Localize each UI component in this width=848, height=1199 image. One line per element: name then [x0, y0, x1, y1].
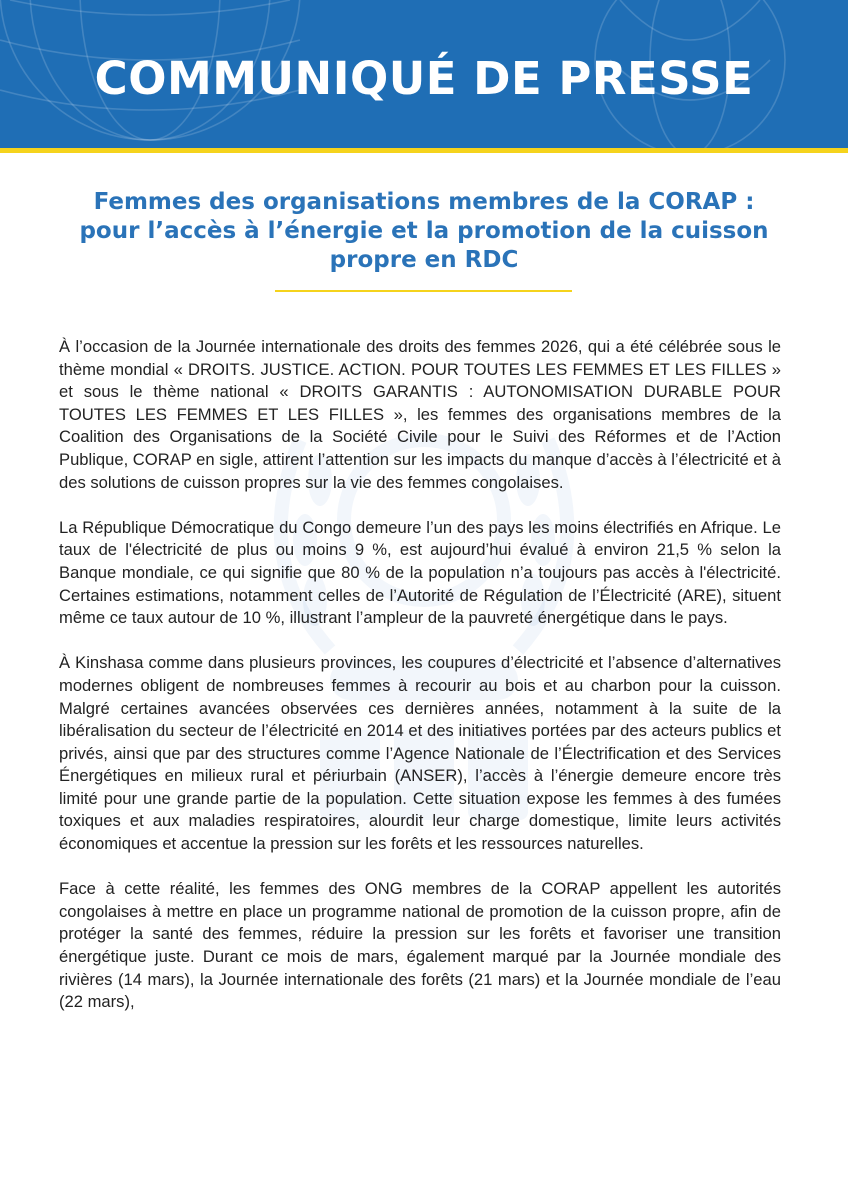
body-text: [59, 336, 781, 1036]
headline-line-3: propre en RDC: [329, 247, 519, 273]
paragraph-appeal: Face à cette réalité, les femmes des ONG membres de la CORAP appellent les autorités congolaises à mettre en place un programme national de promotion de la cuisson propre, afin de protéger la santé des femmes, réduire la pression sur les forêts et favoriser une transition énergétique juste. Durant ce mois de mars, également marqué par la Journée mondiale des rivières (14 mars), la Journée internationale des forêts (21 mars) et la Journée mondiale de l’eau (22 mars),: [59, 879, 781, 1012]
banner-title: COMMUNIQUÉ DE PRESSE: [94, 52, 754, 105]
headline: [40, 188, 808, 275]
headline-divider: [275, 290, 572, 292]
headline-line-2: pour l’accès à l’énergie et la promotion de la cuisson: [79, 218, 769, 244]
headline-line-1: Femmes des organisations membres de la CORAP :: [93, 189, 755, 215]
paragraph-intro: À l’occasion de la Journée internationale des droits des femmes 2026, qui a été célébrée sous le thème mondial « DROITS. JUSTICE. ACTION. POUR TOUTES LES FEMMES ET LES FILLES » et sous le thème national « DROITS GARANTIS : AUTONOMISATION DURABLE POUR TOUTES LES FEMMES ET LES FILLES », les femmes des organisations membres de la Coalition des Organisations de la Société Civile pour le Suivi des Réformes et de l’Action Publique, CORAP en sigle, attirent l’attention sur les impacts du manque d’accès à l’électricité et à des solutions de cuisson propres sur la vie des femmes congolaises.: [59, 337, 781, 492]
paragraph-kinshasa: À Kinshasa comme dans plusieurs provinces, les coupures d’électricité et l’absence d’alternatives modernes obligent de nombreuses femmes à recourir au bois et au charbon pour la cuisson. Malgré certaines avancées observées ces dernières années, notamment à la suite de la libéralisation du secteur de l’électricité en 2014 et des initiatives portées par des acteurs publics et privés, ainsi que par des structures comme l’Agence Nationale de l’Électrification et des Services Énergétiques en milieux rural et périurbain (ANSER), l’accès à l’énergie demeure encore très limité pour une grande partie de la population. Cette situation expose les femmes à des fumées toxiques et aux maladies respiratoires, alourdit leur charge domestique, limite leurs activités économiques et accentue la pression sur les forêts et les ressources naturelles.: [59, 653, 781, 854]
paragraph-electrification: La République Démocratique du Congo demeure l’un des pays les moins électrifiés en Afrique. Le taux de l'électricité de plus ou moins 9 %, est aujourd’hui évalué à environ 21,5 % selon la Banque mondiale, ce qui signifie que 80 % de la population n’a toujours pas accès à l'électricité. Certaines estimations, notamment celles de l’Autorité de Régulation de l’Électricité (ARE), situent même ce taux autour de 10 %, illustrant l’ampleur de la pauvreté énergétique dans le pays.: [59, 517, 781, 628]
